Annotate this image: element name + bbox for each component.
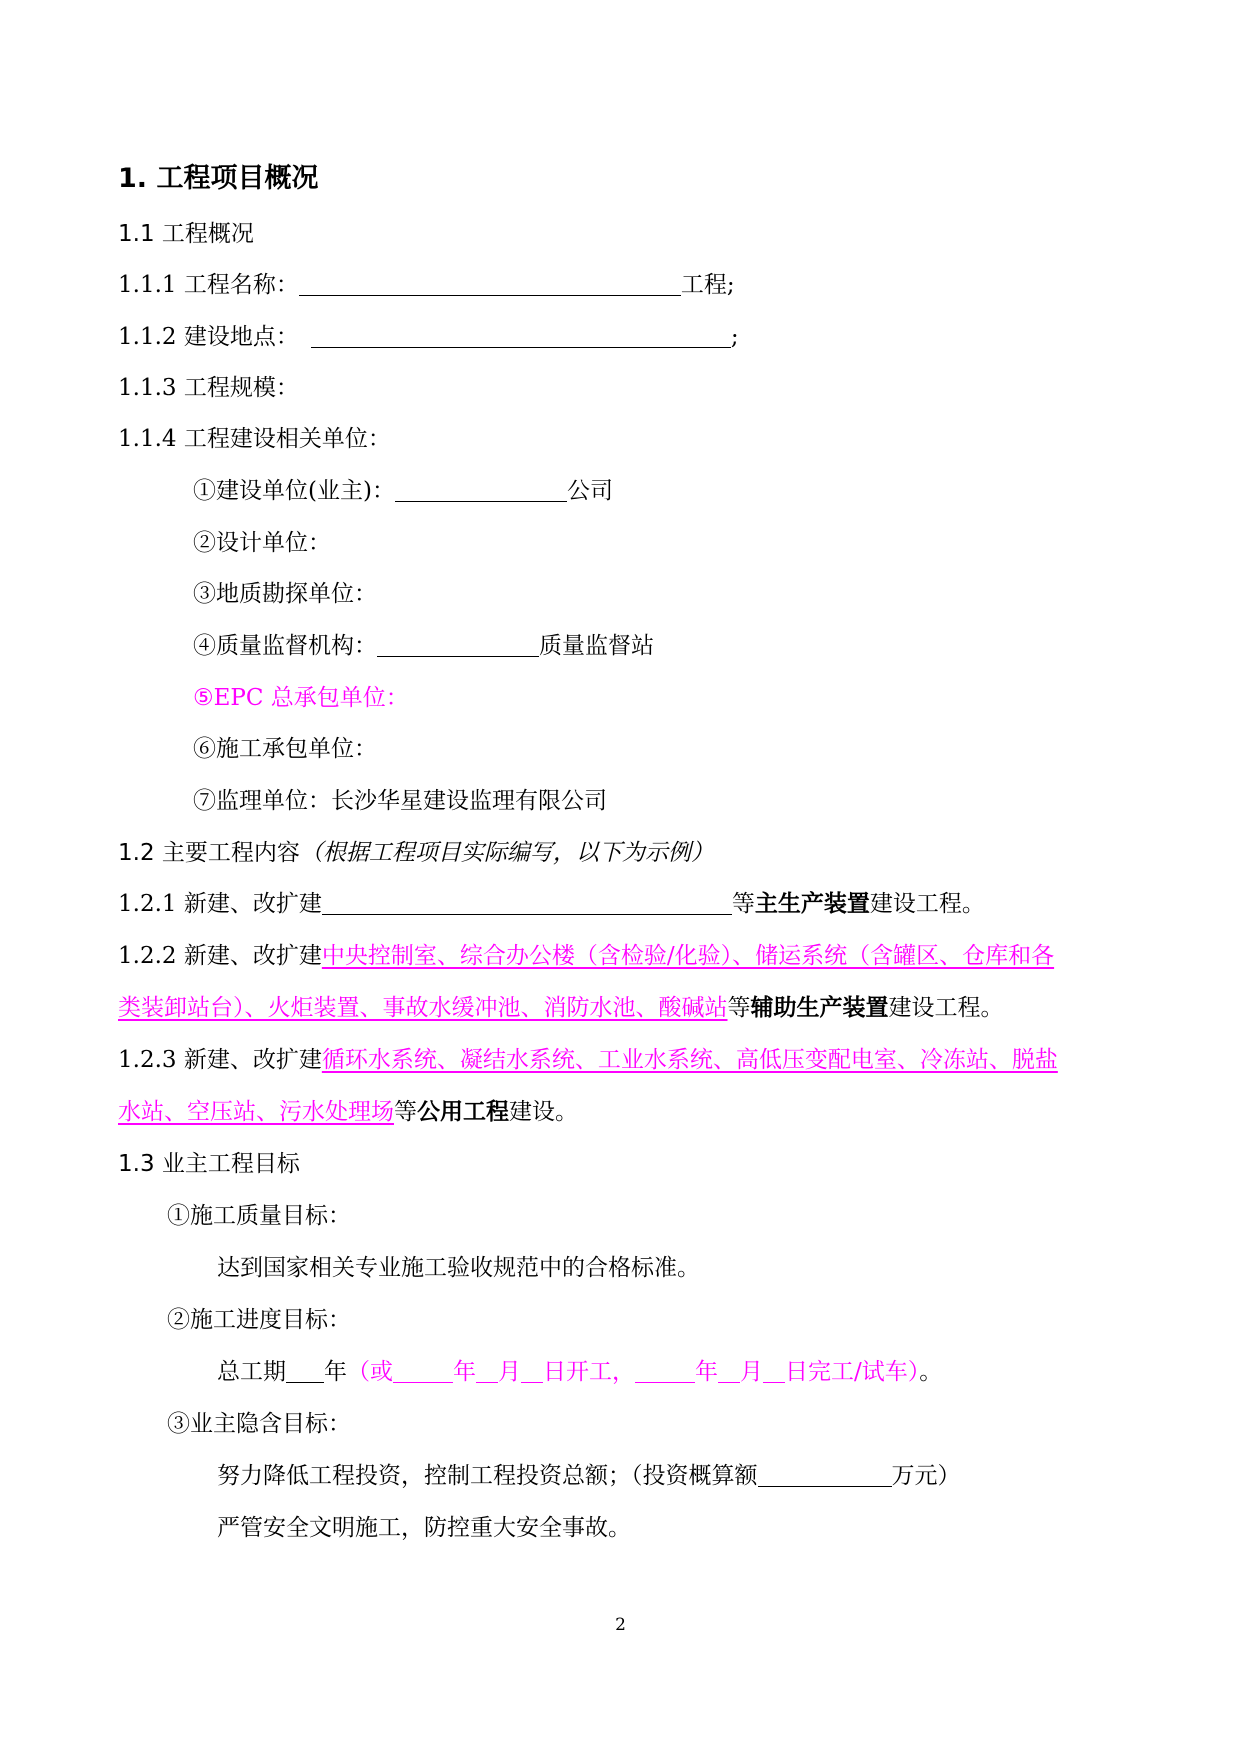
- end-month-blank[interactable]: [718, 1358, 740, 1383]
- utility-suffix: 建设。: [509, 1099, 578, 1125]
- end-year-blank[interactable]: [635, 1358, 695, 1383]
- quality-goal-text: 达到国家相关专业施工验收规范中的合格标准。: [217, 1255, 700, 1281]
- owner-unit-suffix: 公司: [566, 478, 613, 504]
- investment-line: [217, 1461, 961, 1491]
- aux-production-line-1: [118, 941, 1054, 971]
- utility-list-1: 循环水系统、凝结水系统、工业水系统、高低压变配电室、冷冻站、脱盐: [321, 1047, 1058, 1073]
- design-unit-line: ②设计单位：: [193, 530, 331, 556]
- schedule-goal-label: ②施工进度目标：: [167, 1307, 351, 1333]
- utility-mid: 等: [394, 1099, 417, 1125]
- start-day-unit: 日开工，: [543, 1359, 635, 1385]
- utility-line-1: [118, 1045, 1058, 1075]
- schedule-end: 。: [919, 1359, 943, 1385]
- page-number: 2: [615, 1615, 626, 1635]
- project-name-line: [118, 270, 735, 300]
- utility-list-2: 水站、空压站、污水处理场: [118, 1099, 394, 1125]
- supervision-agency-line: [193, 631, 654, 661]
- epc-unit-line: ⑤EPC 总承包单位：: [193, 685, 409, 711]
- aux-production-list-1: 中央控制室、综合办公楼（含检验/化验）、储运系统（含罐区、仓库和各: [321, 943, 1055, 969]
- supervisor-unit-line: ⑦监理单位：长沙华星建设监理有限公司: [193, 788, 607, 814]
- section-title: 1. 工程项目概况: [118, 163, 319, 194]
- hidden-goal-label: ③业主隐含目标：: [167, 1411, 351, 1437]
- main-production-suffix: 建设工程。: [869, 891, 985, 917]
- survey-unit-line: ③地质勘探单位：: [193, 581, 377, 607]
- heading-1-1: 1.1 工程概况: [118, 221, 254, 247]
- aux-production-prefix: 1.2.2 新建、改扩建: [118, 943, 322, 969]
- start-month-blank[interactable]: [476, 1358, 498, 1383]
- quality-goal-label: ①施工质量目标：: [167, 1203, 351, 1229]
- site-blank[interactable]: [311, 323, 731, 348]
- related-units-line: 1.1.4 工程建设相关单位：: [118, 426, 391, 452]
- aux-production-suffix: 建设工程。: [888, 995, 1004, 1021]
- schedule-goal-line: [217, 1357, 942, 1387]
- owner-unit-blank[interactable]: [395, 477, 567, 502]
- heading-1-2-note: （根据工程项目实际编写，以下为示例）: [299, 840, 714, 866]
- schedule-total-label: 总工期: [217, 1359, 286, 1385]
- main-production-line: [118, 889, 985, 919]
- main-production-prefix: 1.2.1 新建、改扩建: [118, 891, 322, 917]
- end-year-unit: 年: [695, 1359, 718, 1385]
- heading-1-3: 1.3 业主工程目标: [118, 1151, 300, 1177]
- investment-suffix: 万元）: [891, 1463, 961, 1489]
- project-name-suffix: 工程;: [680, 272, 735, 298]
- supervision-agency-label: ④质量监督机构：: [193, 633, 377, 659]
- heading-1-2: [118, 838, 714, 868]
- aux-production-mid: 等: [727, 995, 751, 1021]
- construction-unit-line: ⑥施工承包单位：: [193, 736, 377, 762]
- aux-production-bold: 辅助生产装置: [750, 995, 889, 1021]
- safety-text: 严管安全文明施工，防控重大安全事故。: [217, 1515, 631, 1541]
- investment-blank[interactable]: [758, 1462, 892, 1487]
- site-label: 1.1.2 建设地点：: [118, 324, 299, 350]
- supervision-agency-suffix: 质量监督站: [539, 633, 654, 659]
- start-year-blank[interactable]: [393, 1358, 453, 1383]
- end-day-blank[interactable]: [763, 1358, 785, 1383]
- schedule-alt-open: （或: [347, 1359, 393, 1385]
- heading-1-2-title: 1.2 主要工程内容: [118, 840, 300, 866]
- main-production-blank[interactable]: [322, 890, 732, 915]
- utility-bold: 公用工程: [417, 1099, 509, 1125]
- owner-unit-line: [193, 476, 613, 506]
- schedule-year-unit: 年: [324, 1359, 347, 1385]
- site-suffix: ;: [730, 324, 739, 350]
- start-day-blank[interactable]: [521, 1358, 543, 1383]
- start-month-unit: 月: [498, 1359, 521, 1385]
- project-name-label: 1.1.1 工程名称：: [118, 272, 299, 298]
- utility-line-2: [118, 1097, 578, 1127]
- project-name-blank[interactable]: [299, 271, 681, 296]
- end-day-unit: 日完工/试车）: [785, 1359, 920, 1385]
- schedule-years-blank[interactable]: [286, 1358, 324, 1383]
- site-line: [118, 322, 739, 352]
- aux-production-line-2: [118, 993, 1004, 1023]
- owner-unit-label: ①建设单位(业主)：: [193, 478, 395, 504]
- start-year-unit: 年: [453, 1359, 476, 1385]
- aux-production-list-2: 类装卸站台）、火炬装置、事故水缓冲池、消防水池、酸碱站: [118, 995, 728, 1021]
- investment-prefix: 努力降低工程投资，控制工程投资总额；（投资概算额: [217, 1463, 758, 1489]
- utility-prefix: 1.2.3 新建、改扩建: [118, 1047, 322, 1073]
- end-month-unit: 月: [740, 1359, 763, 1385]
- scale-line: 1.1.3 工程规模：: [118, 375, 299, 401]
- main-production-bold: 主生产装置: [754, 891, 870, 917]
- main-production-mid: 等: [731, 891, 755, 917]
- supervision-agency-blank[interactable]: [377, 632, 539, 657]
